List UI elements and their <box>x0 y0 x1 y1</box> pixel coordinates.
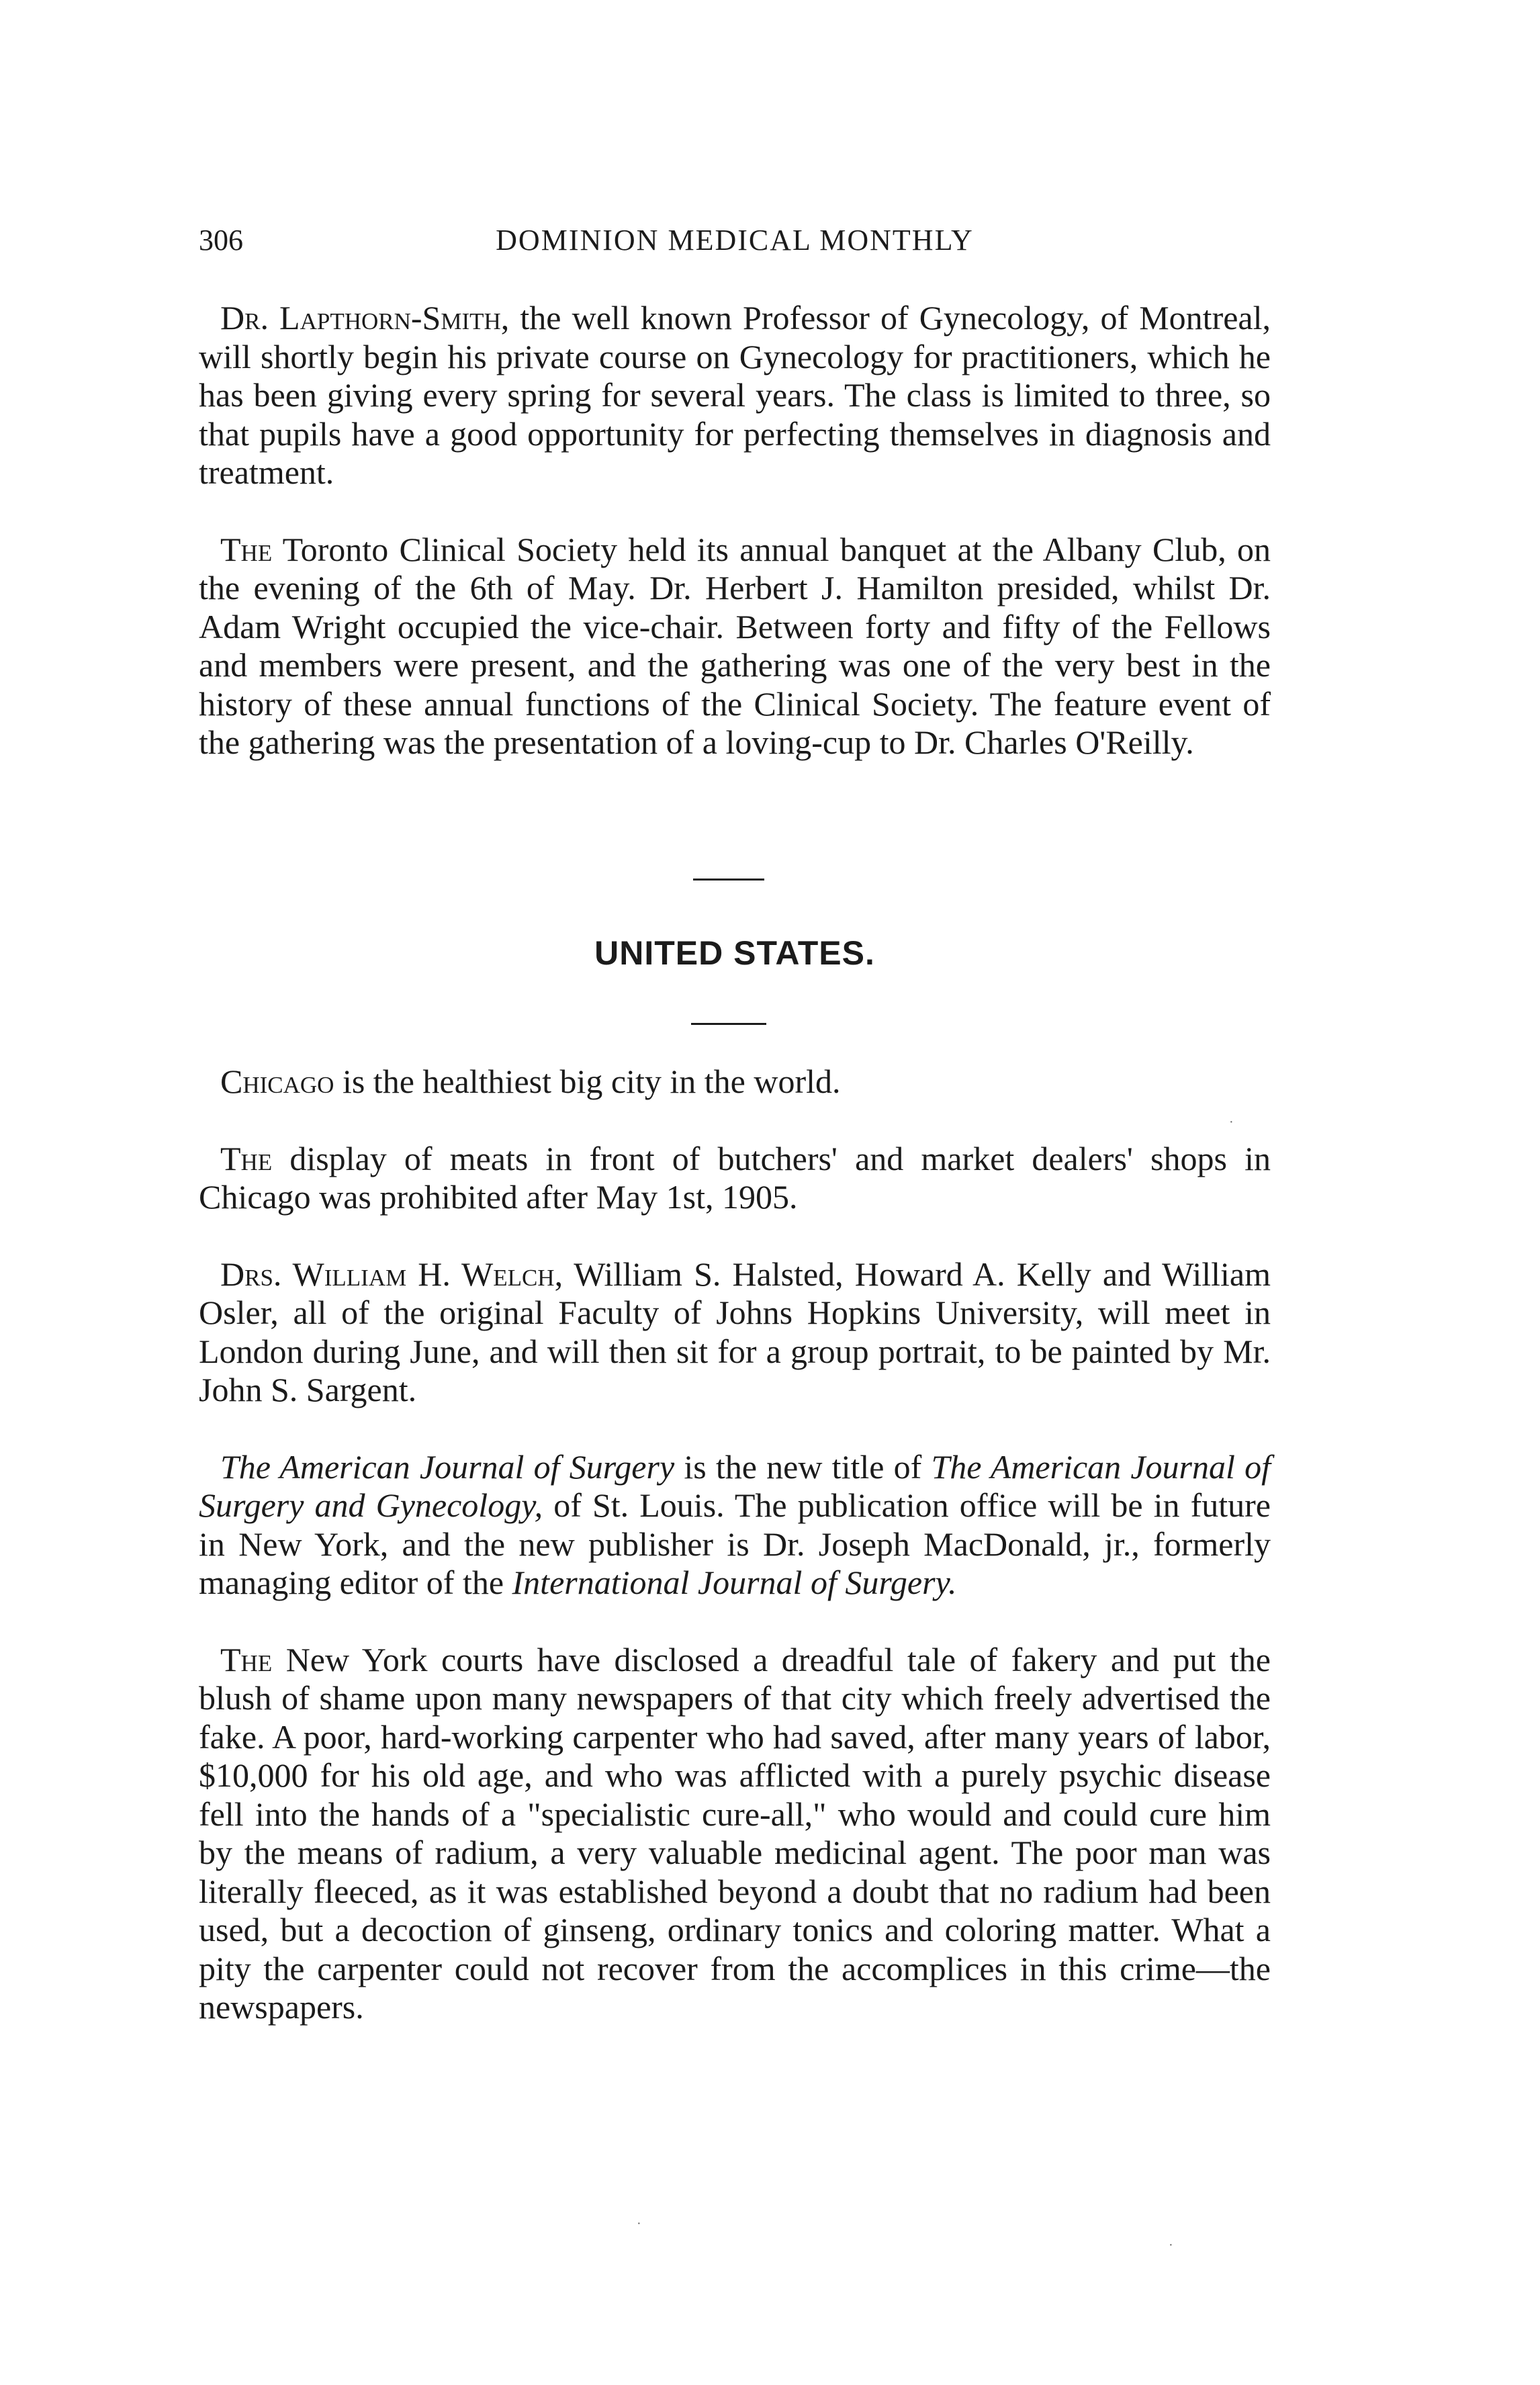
running-head: DOMINION MEDICAL MONTHLY <box>496 224 974 257</box>
paragraph-johns-hopkins <box>199 1255 1271 1410</box>
paragraph-chicago <box>199 1063 1271 1101</box>
ink-speck: · <box>1169 2238 1173 2253</box>
paragraph-text: is the healthiest big city in the world. <box>334 1063 841 1100</box>
paragraph-text: is the new title of <box>674 1447 932 1486</box>
journal-title: International Journal of Surgery. <box>512 1564 957 1601</box>
paragraph-clinical-society <box>199 531 1271 762</box>
journal-title: The American Journal of Surgery and Gynecology, <box>199 1447 1271 1524</box>
page-header <box>199 223 1271 270</box>
section-heading: UNITED STATES. <box>594 934 875 972</box>
canada-news-block <box>199 299 1271 762</box>
paragraph-lapthorn-smith <box>199 299 1271 492</box>
paragraph-lead: Chicago <box>220 1063 334 1100</box>
section-divider-top <box>693 879 764 881</box>
paragraph-radium-fakery <box>199 1641 1271 2027</box>
paragraph-text: Toronto Clinical Society held its annual banquet at the Albany Club, on the evening of the 6th of May. Dr. Herbert J. Hamilton presided, whilst Dr. Adam Wright occupied the vice-chair. Between forty and fifty of the Fellows and members were present, and the gathering was one of the very best in the history of these annual functions of the Clinical Society. The feature event of the gathering was the presentation of a loving-cup to Dr. Charles O'Reilly. <box>199 530 1271 761</box>
us-news-block <box>199 1063 1271 2027</box>
paragraph-lead: Drs. William H. Welch, <box>220 1255 563 1293</box>
paragraph-lead: Dr. Lapthorn-Smith, <box>220 299 510 336</box>
paragraph-text: William S. Halsted, Howard A. Kelly and William Osler, all of the original Faculty of Johns Hopkins University, will meet in London during June, and will then sit for a group portrait, to be painted by Mr. John S. Sargent. <box>199 1255 1271 1408</box>
paragraph-lead: The <box>220 530 273 568</box>
paragraph-lead: The <box>220 1640 273 1678</box>
ink-speck: · <box>1229 1115 1234 1130</box>
paragraph-text: New York courts have disclosed a dreadful tale of fakery and put the blush of shame upon many newspapers of that city which freely advertised the fake. A poor, hard-working carpenter who had saved, after many years of labor, $10,000 for his old age, and who was afflicted with a purely psychic disease fell into the hands of a "specialistic cure-all," who would and could cure him by the means of radium, a very valuable medicinal agent. The poor man was literally fleeced, as it was established beyond a doubt that no radium had been used, but a decoction of ginseng, ordinary tonics and coloring matter. What a pity the carpenter could not recover from the accomplices in this crime—the newspapers. <box>199 1640 1271 2026</box>
paragraph-lead: The <box>220 1139 273 1177</box>
paragraph-text: display of meats in front of butchers' and market dealers' shops in Chicago was prohibited after May 1st, 1905. <box>199 1139 1271 1216</box>
paragraph-text: the well known Professor of Gynecology, of Montreal, will shortly begin his private course on Gynecology for practitioners, which he has been giving every spring for several years. The class is limited to three, so that pupils have a good opportunity for perfecting themselves in diagnosis and treatment. <box>199 299 1271 491</box>
paragraph-text: of St. Louis. The publication office will be in future in New York, and the new publisher is Dr. Joseph MacDonald, jr., formerly managing editor of the <box>199 1486 1271 1601</box>
paragraph-journal-of-surgery <box>199 1448 1271 1603</box>
paragraph-meats <box>199 1140 1271 1217</box>
page-number: 306 <box>199 224 243 257</box>
section-divider-bottom <box>691 1023 766 1025</box>
ink-speck: · <box>637 2216 641 2231</box>
journal-title: The American Journal of Surgery <box>220 1447 675 1486</box>
